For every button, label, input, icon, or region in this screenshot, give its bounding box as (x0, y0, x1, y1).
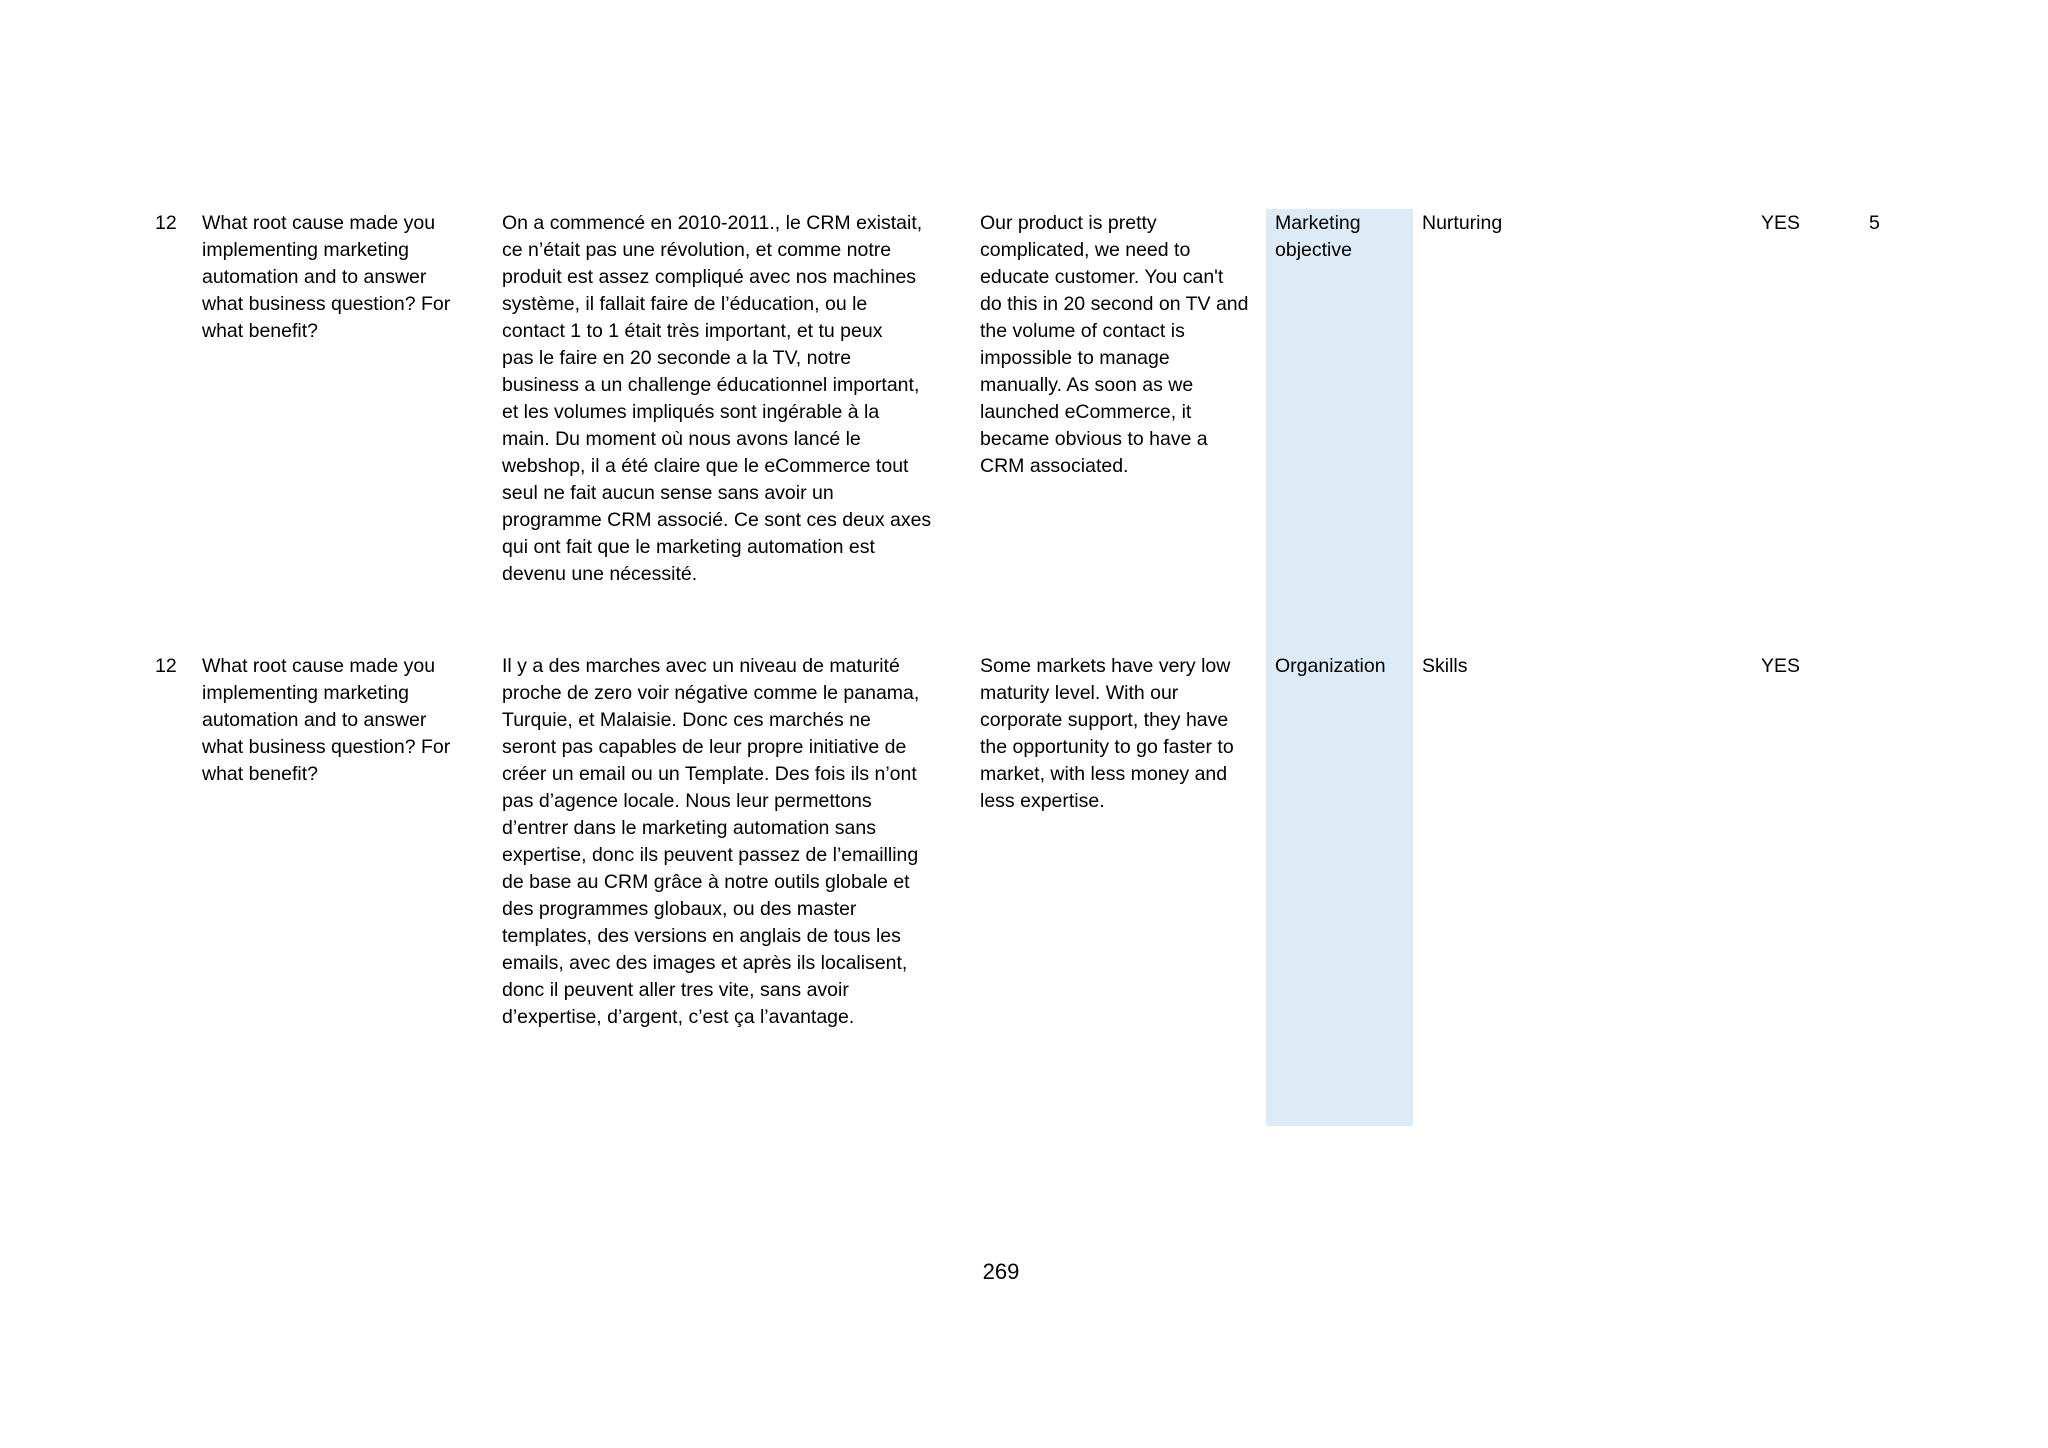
row-1-score: 5 (1869, 212, 1880, 234)
row-2-flag: YES (1761, 655, 1801, 677)
row-2-category: Organization (1275, 655, 1386, 677)
row-1-flag: YES (1761, 212, 1801, 234)
row-2-answer-english: Some markets have very low maturity level. With our corporate support, they have the opportunity to go faster to market, with less money and less expertise. (980, 655, 1234, 812)
row-1-answer-english: Our product is pretty complicated, we need to educate customer. You can't do this in 20 second on TV and the volume of contact is impossible to manage manually. As soon as we launched eCommerce, it became obvious to have a CRM associated. (980, 212, 1249, 477)
row-1-number: 12 (155, 212, 177, 234)
row-1-answer-french: On a commencé en 2010-2011., le CRM existait, ce n’était pas une révolution, et comme notre produit est assez compliqué avec nos machines système, il fallait faire de l’éducation, ou le contact 1 to 1 était très important, et tu peux pas le faire en 20 seconde a la TV, notre business a un challenge éducationnel important, et les volumes impliqués sont ingérable à la main. Du moment où nous avons lancé le webshop, il a été claire que le eCommerce tout seul ne fait aucun sense sans avoir un programme CRM associé. Ce sont ces deux axes qui ont fait que le marketing automation est devenu une nécessité. (502, 212, 932, 585)
row-1-question: What root cause made you implementing marketing automation and to answer what business question? For what benefit? (202, 212, 451, 342)
page-number: 269 (982, 1259, 1020, 1284)
row-2-number: 12 (155, 655, 177, 677)
row-2-subcategory: Skills (1422, 655, 1468, 677)
row-1-subcategory: Nurturing (1422, 212, 1503, 234)
row-1-category: Marketing objective (1275, 212, 1361, 261)
row-2-answer-french: Il y a des marches avec un niveau de maturité proche de zero voir négative comme le panama, Turquie, et Malaisie. Donc ces marchés ne seront pas capables de leur propre initiative de créer un email ou un Template. Des fois ils n’ont pas d’agence locale. Nous leur permettons d’entrer dans le marketing automation sans expertise, donc ils peuvent passez de l’emailling de base au CRM grâce à notre outils globale et des programmes globaux, ou des master templates, des versions en anglais de tous les emails, avec des images et après ils localisent, donc il peuvent aller tres vite, sans avoir d’expertise, d’argent, c’est ça l’avantage. (502, 655, 920, 1028)
row-2-question: What root cause made you implementing marketing automation and to answer what business question? For what benefit? (202, 655, 451, 785)
